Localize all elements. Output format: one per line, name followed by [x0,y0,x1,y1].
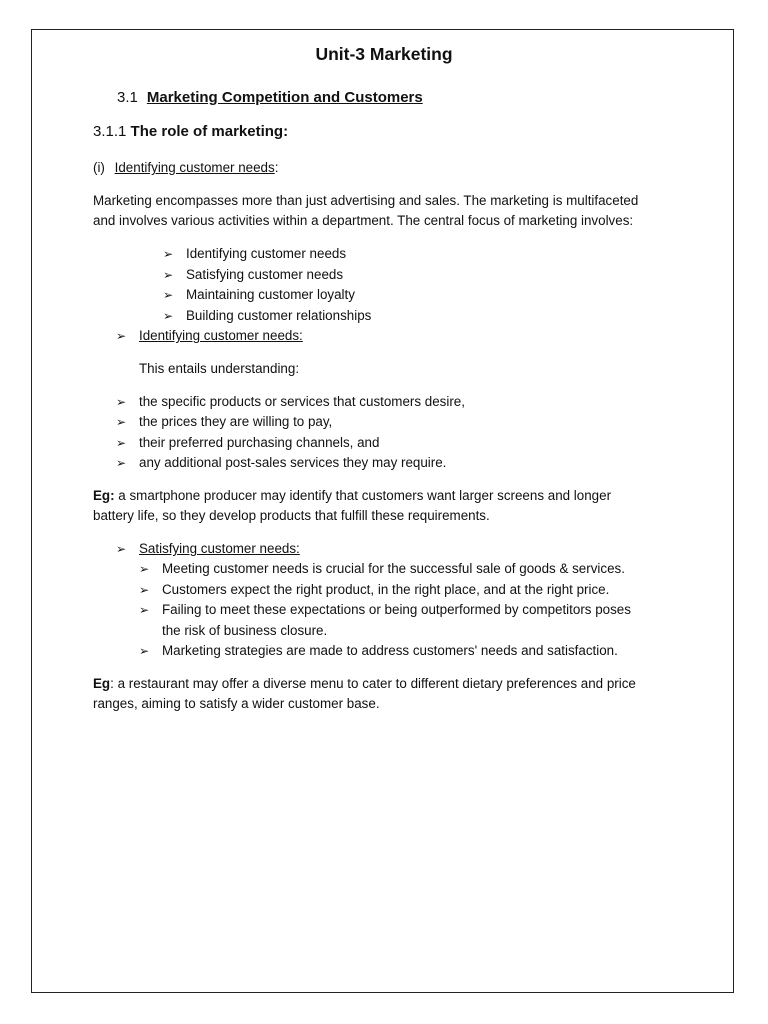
list-item-text: Satisfying customer needs [186,267,344,282]
example-text: : a restaurant may offer a diverse menu to cater to different dietary preferences and price [110,676,636,691]
item-i-heading [93,160,278,175]
arrow-bullet-icon: ➢ [163,309,174,323]
arrow-bullet-icon: ➢ [116,436,127,450]
list-item [163,267,343,282]
identifying-heading [116,328,303,343]
section-heading [117,89,423,106]
example-paragraph-1 [93,488,611,503]
example-paragraph-1-cont: battery life, so they develop products that fulfill these requirements. [93,508,490,523]
example-text: a smartphone producer may identify that customers want larger screens and longer [114,488,612,503]
list-item-text: Building customer relationships [186,308,372,323]
list-item [116,435,379,450]
arrow-bullet-icon: ➢ [139,644,150,658]
page-title: Unit-3 Marketing [315,44,453,64]
list-item [116,455,446,470]
list-item-text: Failing to meet these expectations or being outperformed by competitors poses [162,602,631,617]
arrow-bullet-icon: ➢ [163,247,174,261]
list-item-continuation: the risk of business closure. [162,623,328,638]
identifying-heading-text: Identifying customer needs: [139,328,303,343]
list-item [139,561,625,576]
arrow-bullet-icon: ➢ [116,542,127,556]
arrow-bullet-icon: ➢ [139,603,150,617]
example-paragraph-2 [93,676,636,691]
item-i-suffix: : [274,160,279,175]
arrow-bullet-icon: ➢ [116,329,127,343]
arrow-bullet-icon: ➢ [116,415,127,429]
satisfying-heading [116,541,300,556]
item-i-number: (i) [93,160,105,175]
list-item [116,394,465,409]
list-item-text: Customers expect the right product, in the right place, and at the right price. [162,582,610,597]
list-item-text: the prices they are willing to pay, [139,414,333,429]
intro-line-2: and involves various activities within a department. The central focus of marketing involves: [93,213,634,228]
subsection-number: 3.1.1 [93,123,127,140]
item-i-title: Identifying customer needs [114,160,275,175]
section-title: Marketing Competition and Customers [146,89,423,106]
arrow-bullet-icon: ➢ [116,456,127,470]
arrow-bullet-icon: ➢ [116,395,127,409]
list-item-text: Maintaining customer loyalty [186,287,355,302]
list-item-text: their preferred purchasing channels, and [139,435,380,450]
subsection-title: The role of marketing: [130,123,289,140]
arrow-bullet-icon: ➢ [163,288,174,302]
example-label: Eg: [93,488,115,503]
intro-line-1: Marketing encompasses more than just advertising and sales. The marketing is multifaceted [93,193,639,208]
arrow-bullet-icon: ➢ [139,562,150,576]
arrow-bullet-icon: ➢ [163,268,174,282]
list-item [139,582,609,597]
list-item-text: the specific products or services that customers desire, [139,394,465,409]
list-item-text: Meeting customer needs is crucial for the successful sale of goods & services. [162,561,625,576]
example-paragraph-2-cont: ranges, aiming to satisfy a wider customer base. [93,696,380,711]
subsection-heading [93,123,288,140]
list-item [163,246,346,261]
list-item-text: Marketing strategies are made to address customers' needs and satisfaction. [162,643,618,658]
arrow-bullet-icon: ➢ [139,583,150,597]
identifying-lead: This entails understanding: [139,361,300,376]
list-item [139,643,618,658]
example-label: Eg [93,676,111,691]
satisfying-heading-text: Satisfying customer needs: [139,541,300,556]
list-item-text: any additional post-sales services they may require. [139,455,447,470]
list-item [163,287,355,302]
list-item [116,414,332,429]
list-item [163,308,371,323]
list-item-text: Identifying customer needs [186,246,347,261]
section-number: 3.1 [117,89,138,106]
list-item [139,602,631,617]
